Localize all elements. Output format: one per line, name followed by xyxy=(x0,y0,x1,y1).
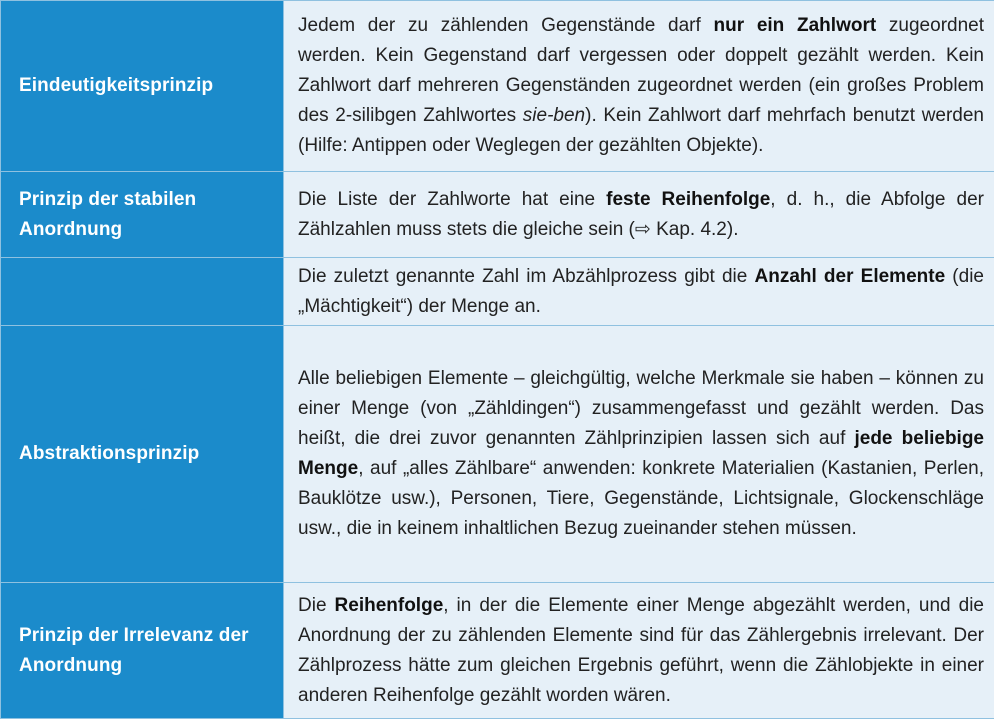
table-row xyxy=(1,172,994,258)
principle-description xyxy=(284,1,994,172)
description-text: , d. h., die Abfolge der Zählzahlen muss stets die gleiche sein (⇨ Kap. 4.2). xyxy=(298,188,984,240)
description-text: , auf „alles Zählbare“ anwenden: konkrete Materialien (Kastanien, Perlen, Bauklötze usw.), Personen, Tiere, Gegenstände, Lichtsignale, Glockenschläge usw., die in keinem inhaltlichen Bezug zueinander stehen müssen. xyxy=(298,458,984,539)
italic-text: sie-ben xyxy=(522,105,586,126)
table-row xyxy=(1,1,994,172)
emphasis-text: Anzahl der Elemente xyxy=(754,265,946,287)
description-text: Jedem der zu zählenden Gegenstände darf xyxy=(298,15,714,36)
description-text: Die zuletzt genannte Zahl im Abzählprozess gibt die xyxy=(298,265,755,287)
description-text: Die Liste der Zahlworte hat eine xyxy=(298,188,607,210)
table-row xyxy=(1,258,994,326)
principle-description xyxy=(284,172,994,258)
principle-name: Prinzip der stabilen Anordnung xyxy=(1,172,284,258)
emphasis-text: jede beliebige Menge xyxy=(298,428,984,479)
description-text: (die „Mächtigkeit“) der Menge an. xyxy=(298,265,984,317)
description-text: , in der die Elemente einer Menge abgezählt werden, und die Anordnung der zu zählenden Elemente sind für das Zählergebnis irrelevant. Der Zählprozess hätte zum gleichen Ergebnis geführt, wenn die Zählobjekte in einer anderen Reihenfolge gezählt worden wären. xyxy=(298,594,984,706)
emphasis-text: feste Reihenfolge xyxy=(606,188,771,210)
principle-name: Abstraktionsprinzip xyxy=(1,326,284,583)
emphasis-text: Reihenfolge xyxy=(334,594,444,616)
principle-name: Prinzip der Irrelevanz der Anordnung xyxy=(1,583,284,719)
principle-name: Eindeutigkeitsprinzip xyxy=(1,1,284,172)
description-text: Alle beliebigen Elemente – gleichgültig, welche Merkmale sie haben – können zu einer Menge (von „Zähldingen“) zusammengefasst und gezählt werden. Das heißt, die drei zuvor genannten Zählprinzipien lassen sich auf xyxy=(298,368,984,449)
description-text: Die xyxy=(298,594,335,616)
description-text: zugeordnet werden. Kein Gegenstand darf vergessen oder doppelt gezählt werden. Kein Zahlwort darf mehreren Gegenständen zugeordnet werden (ein großes Problem des 2-silibgen Zahlwortes xyxy=(298,15,984,126)
table-row xyxy=(1,583,994,719)
principle-description xyxy=(284,326,994,583)
principle-name xyxy=(1,258,284,326)
emphasis-text: nur ein Zahlwort xyxy=(713,15,877,36)
principle-description xyxy=(284,583,994,719)
principle-description xyxy=(284,258,994,326)
description-text: ). Kein Zahlwort darf mehrfach benutzt werden (Hilfe: Antippen oder Weglegen der gezählten Objekte). xyxy=(298,105,985,156)
table-row xyxy=(1,326,994,583)
